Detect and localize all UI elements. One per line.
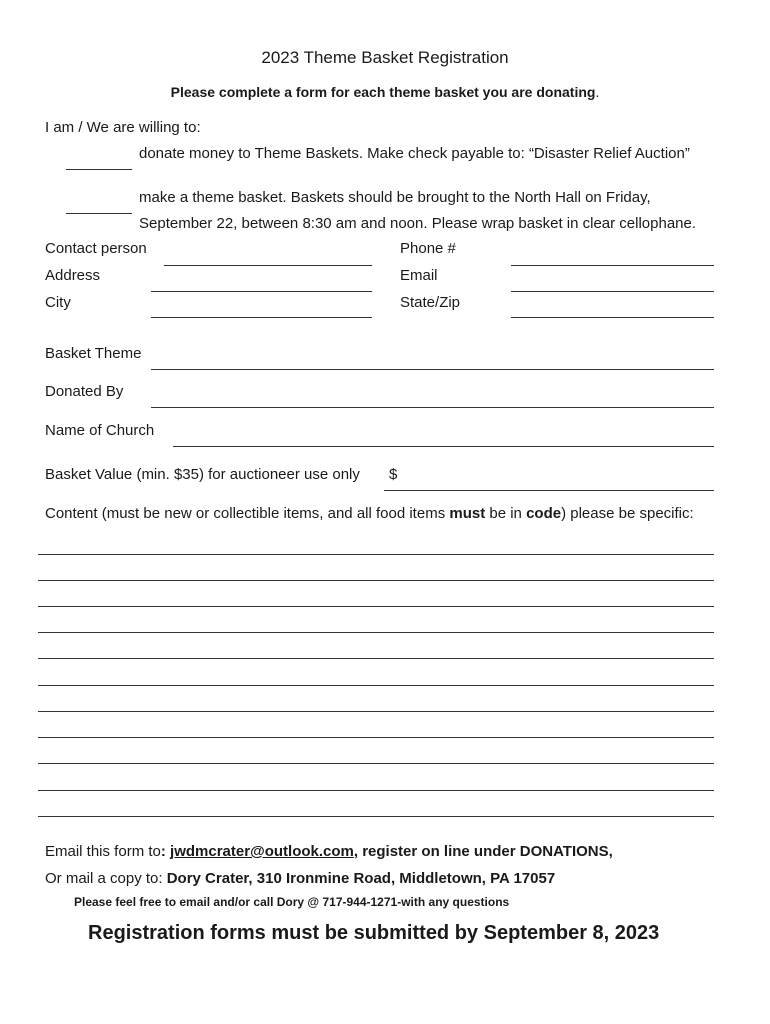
content-line[interactable]	[38, 816, 714, 817]
content-line[interactable]	[38, 685, 714, 686]
address-field[interactable]	[151, 291, 372, 292]
content-text-3: ) please be specific:	[561, 505, 694, 522]
city-field[interactable]	[151, 317, 372, 318]
mail-prefix: Or mail a copy to:	[45, 870, 167, 887]
content-line[interactable]	[38, 554, 714, 555]
contact-person-field[interactable]	[164, 265, 372, 266]
content-line[interactable]	[38, 580, 714, 581]
deadline-notice: Registration forms must be submitted by September 8, 2023	[88, 922, 660, 944]
option2-text-line1: make a theme basket. Baskets should be brought to the North Hall on Friday,	[139, 189, 651, 206]
option1-text: donate money to Theme Baskets. Make check payable to: “Disaster Relief Auction”	[139, 145, 690, 162]
page-subtitle	[0, 84, 770, 100]
option2-checkline[interactable]	[66, 213, 132, 214]
dollar-sign: $	[389, 466, 398, 483]
content-text-1: Content (must be new or collectible items, and all food items	[45, 505, 450, 522]
basket-value-label: Basket Value (min. $35) for auctioneer use only	[45, 466, 360, 483]
email-field[interactable]	[511, 291, 714, 292]
contact-person-label: Contact person	[45, 240, 147, 257]
subtitle-text: Please complete a form for each theme basket you are donating	[170, 84, 596, 100]
content-text-2: be in	[485, 505, 527, 522]
email-instructions	[45, 843, 613, 860]
option2-text-line2: September 22, between 8:30 am and noon. Please wrap basket in clear cellophane.	[139, 215, 697, 232]
content-line[interactable]	[38, 737, 714, 738]
option1-checkline[interactable]	[66, 169, 132, 170]
content-must: must	[449, 505, 486, 522]
phone-field[interactable]	[511, 265, 714, 266]
basket-value-field[interactable]	[384, 490, 714, 491]
city-label: City	[45, 294, 71, 311]
email-colon: :	[160, 843, 171, 860]
questions-note: Please feel free to email and/or call Dory @ 717-944-1271-with any questions	[74, 895, 510, 909]
email-prefix: Email this form to	[45, 843, 161, 860]
state-zip-field[interactable]	[511, 317, 714, 318]
church-field[interactable]	[173, 446, 714, 447]
content-line[interactable]	[38, 711, 714, 712]
subtitle-period: .	[595, 84, 600, 100]
email-suffix: , register on line under DONATIONS,	[353, 843, 613, 860]
donated-by-label: Donated By	[45, 383, 124, 400]
page-title: 2023 Theme Basket Registration	[261, 48, 509, 67]
mail-address: Dory Crater, 310 Ironmine Road, Middletown, PA 17057	[166, 870, 556, 887]
phone-label: Phone #	[400, 240, 456, 257]
content-code: code	[526, 505, 562, 522]
content-line[interactable]	[38, 606, 714, 607]
willing-label: I am / We are willing to:	[45, 119, 201, 136]
content-line[interactable]	[38, 658, 714, 659]
content-line[interactable]	[38, 763, 714, 764]
donated-by-field[interactable]	[151, 407, 714, 408]
basket-theme-field[interactable]	[151, 369, 714, 370]
content-instructions	[45, 505, 694, 522]
state-zip-label: State/Zip	[400, 294, 461, 311]
email-label: Email	[400, 267, 438, 284]
content-line[interactable]	[38, 632, 714, 633]
church-label: Name of Church	[45, 422, 155, 439]
email-link[interactable]: jwdmcrater@outlook.com	[170, 843, 354, 860]
content-line[interactable]	[38, 790, 714, 791]
address-label: Address	[45, 267, 101, 284]
basket-theme-label: Basket Theme	[45, 345, 142, 362]
mail-instructions	[45, 870, 555, 887]
